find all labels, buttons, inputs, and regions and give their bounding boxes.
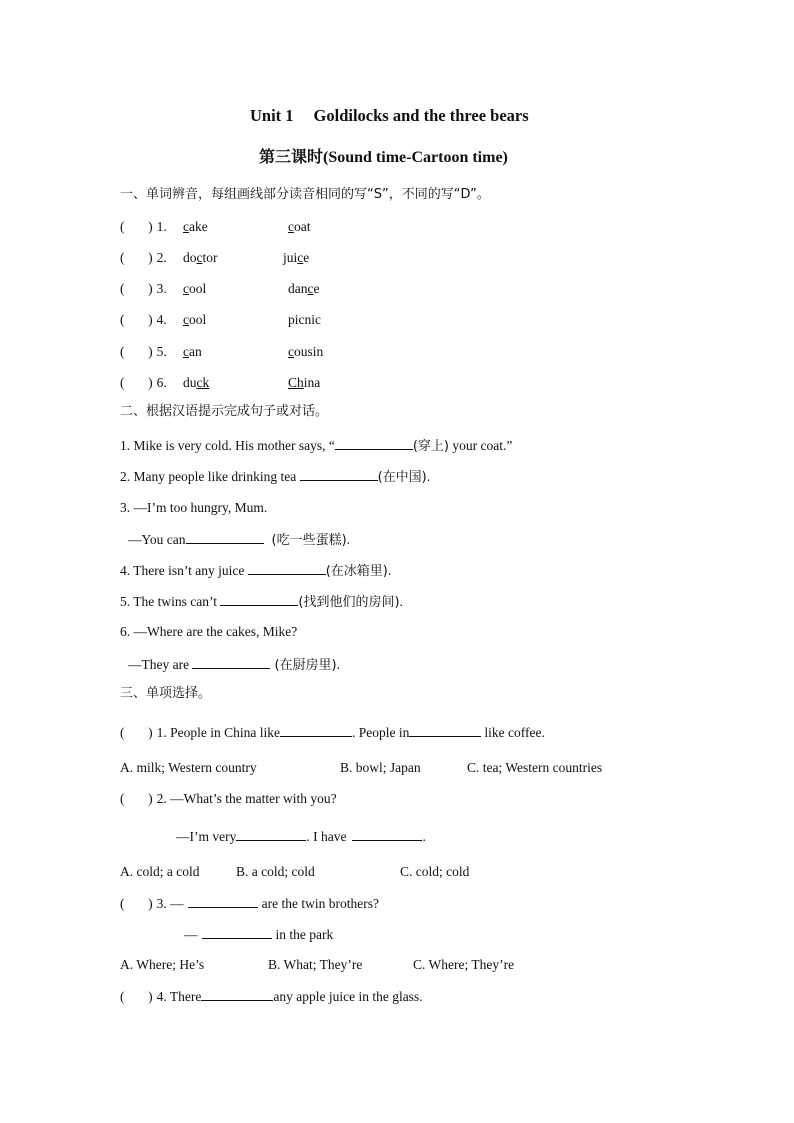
s1-row [120,375,321,391]
s1-word-1-underlined: ck [196,375,210,390]
s1-answer-paren[interactable]: ( ) [120,219,153,234]
s1-word-1-underlined: c [183,344,189,359]
s2-q6-text: —They are [128,657,193,672]
s3-q4-text-b: any apple juice in the glass. [273,989,423,1004]
s1-word-2 [288,219,311,235]
lesson-subtitle: 第三课时(Sound time-Cartoon time) [259,149,508,166]
s1-word-2-part: e [303,250,310,265]
s2-q2-hint: (在中国) [377,470,427,485]
s3-q1-blank-2[interactable] [409,724,481,737]
s2-question-4 [120,562,391,580]
s3-q3-option-b[interactable]: B. What; They’re [268,957,363,972]
s3-q3-option-c[interactable]: C. Where; They’re [413,957,515,972]
s3-q1-text-c: like coffee. [484,725,545,740]
s1-item-number: 5. [156,344,167,359]
s3-q3-blank-1[interactable] [188,895,258,908]
unit-title [250,108,529,124]
s1-answer-paren[interactable]: ( ) [120,281,153,296]
s3-q2-blank-2[interactable] [352,828,422,841]
s1-word-1-part: ake [189,219,208,234]
s1-word-1 [183,281,206,297]
s2-question-3-reply [128,531,350,549]
s2-q5-blank[interactable] [220,593,298,606]
s3-q3-text-d: in the park [275,927,334,942]
s2-q1-end: your coat.” [449,438,513,453]
section1-heading: 一、单词辨音，每组画线部分读音相同的写“S”，不同的写“D”。 [120,187,490,202]
s2-q4-hint: (在冰箱里) [325,564,388,579]
s3-q3-text-b: are the twin brothers? [261,896,379,911]
s1-word-2-part: ina [303,375,321,390]
s1-item-number: 1. [156,219,167,234]
s2-q1-hint: (穿上) [412,439,449,454]
s1-word-2 [288,312,321,328]
s3-q3-text-c: — [184,927,198,942]
s1-word-2 [283,250,309,266]
s1-item-number: 4. [156,312,167,327]
s1-word-1-part: tor [202,250,218,265]
s1-word-2 [288,281,320,297]
s1-word-1-part: do [183,250,197,265]
s2-q1-text: 1. Mike is very cold. His mother says, “ [120,438,335,453]
s1-answer-paren[interactable]: ( ) [120,375,153,390]
s1-word-1 [183,312,206,328]
s2-q5-text: 5. The twins can’t [120,594,221,609]
s1-item-number: 3. [156,281,167,296]
s1-word-2-underlined: c [288,219,294,234]
s3-q2-text-c: . I have [306,829,347,844]
s1-word-2-part: oat [294,219,311,234]
s1-row [120,344,324,360]
s3-q2-option-a[interactable]: A. cold; a cold [120,864,200,879]
s1-word-2-part: jui [283,250,298,265]
s3-question-1 [120,724,545,741]
s2-q6-hint: (在厨房里) [274,658,337,673]
s3-q2-text-d: . [422,829,426,844]
s2-q4-end: . [387,563,392,578]
s3-q3-text-a: 3. — [156,896,184,911]
s3-q4-paren[interactable]: ( ) [120,989,153,1004]
s3-question-2 [120,791,337,807]
s3-question-4 [120,988,423,1005]
s3-q1-paren[interactable]: ( ) [120,725,153,740]
s1-row [120,281,320,297]
s2-q4-blank[interactable] [248,562,326,575]
s3-q4-text-a: 4. There [156,989,202,1004]
s1-word-1-underlined: c [183,281,189,296]
s1-word-2-part: dan [288,281,308,296]
s1-word-2 [288,344,323,360]
s1-answer-paren[interactable]: ( ) [120,344,153,359]
s1-word-2-underlined: c [288,344,294,359]
s1-row [120,219,311,235]
s1-word-1-underlined: c [183,219,189,234]
s2-q5-hint: (找到他们的房间) [298,595,400,610]
s1-word-2-underlined: Ch [288,375,304,390]
s3-q2-text-b: —I’m very [176,829,237,844]
s1-word-1-part: an [189,344,202,359]
s1-word-1 [183,344,202,360]
section3-heading: 三、单项选择。 [120,686,212,701]
s1-word-2-underlined: c [297,250,304,265]
s2-question-3: 3. —I’m too hungry, Mum. [120,500,268,515]
s2-q6-end: . [336,657,340,672]
s1-word-1-underlined: c [196,250,203,265]
section2-heading: 二、根据汉语提示完成句子或对话。 [120,404,329,419]
s3-q1-text-b: . People in [351,725,410,740]
s3-q1-text-a: 1. People in China like [156,725,280,740]
s2-q2-text: 2. Many people like drinking tea [120,469,300,484]
s1-word-1-underlined: c [183,312,189,327]
s2-q2-end: . [426,469,431,484]
s1-word-1-part: ool [189,281,207,296]
s1-word-1-part: du [183,375,197,390]
s2-q4-text: 4. There isn’t any juice [120,563,248,578]
s3-q2-text-a: 2. —What’s the matter with you? [156,791,337,806]
s3-q3-paren[interactable]: ( ) [120,896,153,911]
s3-q1-option-b[interactable]: B. bowl; Japan [340,760,421,775]
s1-row [120,250,310,266]
s1-answer-paren[interactable]: ( ) [120,312,153,327]
s1-word-2-part: e [313,281,320,296]
s2-question-2 [120,468,430,486]
s3-question-3 [120,895,379,912]
s3-q1-option-c[interactable]: C. tea; Western countries [467,760,603,775]
s2-question-6: 6. —Where are the cakes, Mike? [120,624,298,639]
s1-word-2 [288,375,320,391]
s1-word-2-part: picnic [288,312,321,327]
s3-q3-blank-2[interactable] [202,926,272,939]
s2-q3-blank[interactable] [186,531,264,544]
s1-word-2-part: ousin [294,344,324,359]
s3-question-3-reply [184,926,333,943]
s2-q3-end: . [346,532,351,547]
s3-q2-option-b[interactable]: B. a cold; cold [236,864,315,879]
s3-q1-option-a[interactable]: A. milk; Western country [120,760,257,775]
s2-question-6-reply [128,656,340,674]
s3-q2-blank-1[interactable] [236,828,306,841]
s2-question-1 [120,437,512,455]
s1-word-1 [183,375,209,391]
s1-item-number: 2. [156,250,167,265]
s2-question-5 [120,593,403,611]
s3-q2-paren[interactable]: ( ) [120,791,153,806]
s1-word-2-underlined: c [307,281,314,296]
s1-item-number: 6. [156,375,167,390]
s2-q3-text: —You can [128,532,186,547]
s2-q6-blank[interactable] [192,656,270,669]
s3-question-2-reply [176,828,426,845]
s1-row [120,312,321,328]
s3-q4-blank[interactable] [201,988,273,1001]
s2-q2-blank[interactable] [300,468,378,481]
s3-q1-blank-1[interactable] [280,724,352,737]
s3-q2-option-c[interactable]: C. cold; cold [400,864,470,879]
s1-word-1-part: ool [189,312,207,327]
unit-name: Goldilocks and the three bears [313,106,529,125]
s1-word-1 [183,250,218,266]
s2-q3-hint: (吃一些蛋糕) [271,533,347,548]
s1-word-1 [183,219,208,235]
s2-q5-end: . [399,594,403,609]
s1-answer-paren[interactable]: ( ) [120,250,153,265]
unit-number: Unit 1 [250,106,294,125]
s2-q1-blank[interactable] [335,437,413,450]
s3-q3-option-a[interactable]: A. Where; He’s [120,957,205,972]
